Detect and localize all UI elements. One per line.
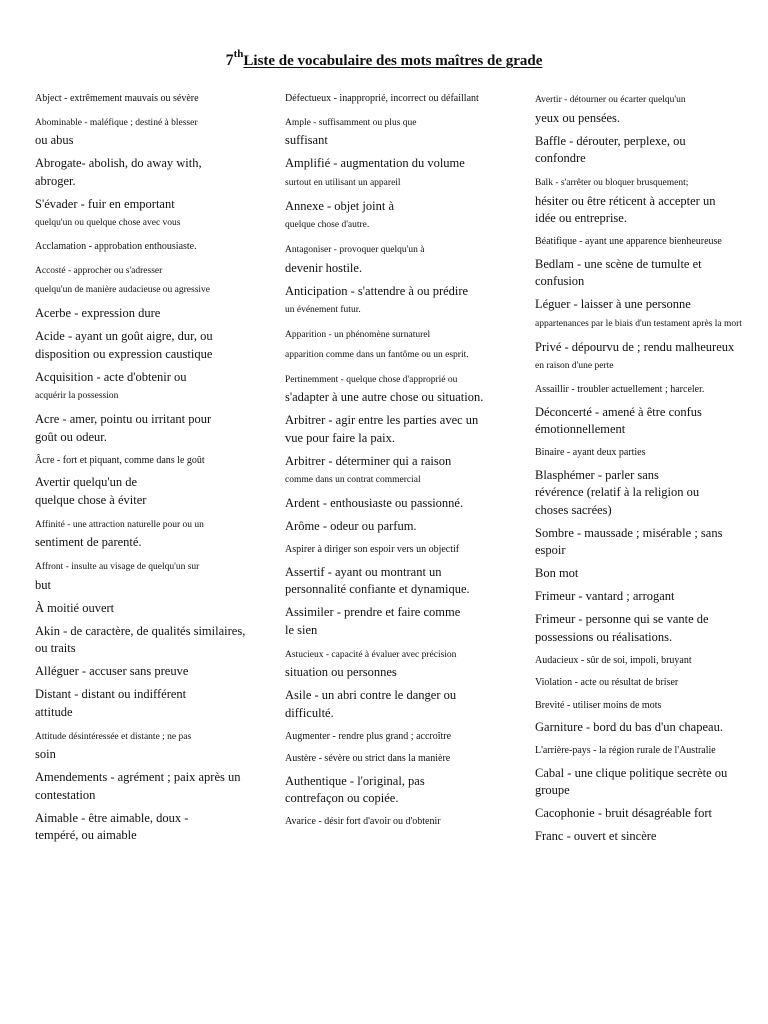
vocab-entry — [285, 283, 515, 320]
vocab-entry-line: Annexe - objet joint à — [285, 198, 394, 213]
vocab-entry-line: Arôme - odeur ou parfum. — [285, 519, 417, 533]
vocab-entry-line: le sien — [285, 622, 318, 637]
vocab-entry-line: Assertif - ayant ou montrant un — [285, 564, 442, 579]
vocab-entry-line: Augmenter - rendre plus grand ; accroître — [285, 730, 452, 742]
vocab-entry-line: Violation - acte ou résultat de briser — [535, 677, 679, 688]
vocab-entry — [35, 238, 270, 255]
vocab-entry — [35, 411, 270, 446]
vocab-column-3 — [535, 90, 765, 851]
vocab-entry — [35, 557, 270, 594]
vocab-entry-line: choses sacrées) — [535, 502, 612, 517]
vocab-entry-line: Amplifié - augmentation du volume — [285, 156, 465, 170]
vocab-entry-line: idée ou entreprise. — [535, 211, 627, 225]
vocab-entry-line: but — [35, 577, 51, 592]
vocab-entry-line: quelqu'un ou quelque chose avec vous — [35, 218, 181, 228]
vocab-entry-line: Cabal - une clique politique secrète ou — [535, 765, 728, 780]
vocab-entry-line: s'adapter à une autre chose ou situation. — [285, 390, 484, 404]
vocab-entry — [35, 196, 270, 233]
vocab-entry-line: Acquisition - acte d'obtenir ou — [35, 369, 187, 384]
vocab-entry-line: Ardent - enthousiaste ou passionné. — [285, 496, 464, 510]
vocab-entry — [35, 810, 270, 845]
vocab-entry-line: confondre — [535, 151, 586, 165]
vocab-entry-line: Ample - suffisamment ou plus que — [285, 117, 417, 128]
vocab-entry-line: Amendements - agrément ; paix après un — [35, 770, 241, 784]
vocab-entry-line: vue pour faire la paix. — [285, 430, 396, 445]
vocab-entry — [35, 328, 270, 363]
vocab-entry-line: Aspirer à diriger son espoir vers un objectif — [285, 544, 460, 555]
vocab-entry-line: Antagoniser - provoquer quelqu'un à — [285, 245, 425, 255]
vocab-entry — [285, 240, 515, 277]
vocab-entry — [535, 173, 765, 228]
vocab-entry-line: Alléguer - accuser sans preuve — [35, 664, 189, 678]
title-text: Liste de vocabulaire des mots maîtres de grade — [243, 53, 543, 69]
vocab-entry-line: Sombre - maussade ; misérable ; sans — [535, 525, 723, 540]
vocab-entry-line: Avertir quelqu'un de — [35, 475, 137, 489]
vocab-entry-line: Avertir - détourner ou écarter quelqu'un — [535, 95, 686, 105]
vocab-entry — [285, 495, 515, 513]
vocab-entry-line: Abject - extrêmement mauvais ou sévère — [35, 93, 199, 104]
vocab-entry-line: Défectueux - inapproprié, incorrect ou défaillant — [285, 93, 479, 104]
vocab-entry — [535, 652, 765, 669]
vocab-entry-line: Aimable - être aimable, doux - — [35, 810, 189, 825]
vocab-entry-line: Léguer - laisser à une personne — [535, 297, 691, 311]
vocab-entry — [535, 404, 765, 439]
vocab-entry — [35, 663, 270, 681]
vocab-entry-line: en raison d'une perte — [535, 361, 614, 371]
vocab-entry-line: Affront - insulte au visage de quelqu'un sur — [35, 562, 200, 572]
vocab-entry-line: Cacophonie - bruit désagréable fort — [535, 806, 713, 820]
vocab-entry-line: Authentique - l'original, pas — [285, 773, 425, 788]
vocab-entry-line: Affinité - une attraction naturelle pour ou un — [35, 519, 204, 530]
vocab-entry-line: Assimiler - prendre et faire comme — [285, 605, 461, 619]
vocab-entry-line: Brevité - utiliser moins de mots — [535, 699, 662, 711]
vocab-entry-line: sentiment de parenté. — [35, 535, 142, 549]
vocab-entry — [285, 813, 515, 830]
vocab-entry — [35, 155, 270, 190]
vocab-entry — [35, 515, 270, 552]
vocab-entry-line: Frimeur - personne qui se vante de — [535, 612, 709, 626]
vocab-entry — [535, 588, 765, 606]
vocab-entry — [285, 325, 515, 364]
vocab-entry-line: Attitude désintéressée et distante ; ne pas — [35, 731, 192, 742]
vocab-entry-line: L'arrière-pays - la région rurale de l'Australie — [535, 745, 716, 756]
vocab-entry-line: tempéré, ou aimable — [35, 828, 137, 842]
vocab-entry-line: Avarice - désir fort d'avoir ou d'obtenir — [285, 816, 441, 827]
vocab-entry-line: hésiter ou être réticent à accepter un — [535, 193, 716, 208]
vocab-entry — [285, 750, 515, 767]
vocab-entry — [535, 611, 765, 646]
vocab-entry-line: contestation — [35, 787, 96, 802]
vocab-entry-line: émotionnellement — [535, 422, 626, 436]
vocab-entry — [535, 133, 765, 168]
vocab-entry-line: possessions ou réalisations. — [535, 629, 673, 644]
vocab-entry — [35, 90, 270, 107]
vocab-entry-line: Audacieux - sûr de soi, impoli, bruyant — [535, 654, 692, 666]
vocab-entry — [535, 444, 765, 461]
vocab-entry-line: suffisant — [285, 133, 328, 147]
vocab-entry — [535, 674, 765, 691]
vocab-entry — [35, 113, 270, 150]
vocab-entry-line: Astucieux - capacité à évaluer avec précision — [285, 649, 457, 660]
vocab-entry-line: groupe — [535, 783, 570, 797]
vocab-entry — [535, 805, 765, 823]
vocab-entry — [535, 697, 765, 714]
vocab-entry-line: Assaillir - troubler actuellement ; harceler. — [535, 384, 705, 395]
vocab-entry-line: Acerbe - expression dure — [35, 306, 161, 320]
vocab-entry — [285, 113, 515, 150]
vocab-entry-line: Bon mot — [535, 566, 579, 580]
vocab-entry-line: Asile - un abri contre le danger ou — [285, 688, 457, 702]
vocab-entry-line: Balk - s'arrêter ou bloquer brusquement; — [535, 178, 689, 188]
vocab-entry-line: Baffle - dérouter, perplexe, ou — [535, 133, 686, 148]
vocab-entry — [285, 773, 515, 808]
vocab-entry-line: Apparition - un phénomène surnaturel — [285, 330, 431, 340]
vocab-entry-line: situation ou personnes — [285, 665, 397, 679]
vocab-entry — [535, 90, 765, 127]
vocab-entry-line: abroger. — [35, 173, 76, 188]
vocab-entry — [535, 525, 765, 560]
vocab-entry-line: personnalité confiante et dynamique. — [285, 582, 470, 596]
vocab-entry — [535, 467, 765, 520]
vocab-entry-line: ou abus — [35, 133, 74, 147]
vocab-entry-line: comme dans un contrat commercial — [285, 475, 421, 485]
vocab-entry — [35, 369, 270, 406]
vocab-entry-line: attitude — [35, 704, 73, 719]
vocab-entry-line: Béatifique - ayant une apparence bienheureuse — [535, 236, 722, 247]
vocab-entry — [535, 742, 765, 759]
vocab-entry-line: ou traits — [35, 641, 76, 655]
vocab-column-2 — [285, 90, 515, 836]
vocab-entry — [535, 233, 765, 250]
vocab-entry — [535, 381, 765, 398]
vocab-entry — [285, 155, 515, 192]
vocab-entry-line: surtout en utilisant un appareil — [285, 177, 401, 188]
vocab-entry-line: Arbitrer - déterminer qui a raison — [285, 453, 452, 468]
vocab-entry — [285, 518, 515, 536]
vocab-entry-line: quelqu'un de manière audacieuse ou agressive — [35, 285, 211, 295]
vocab-entry-line: apparition comme dans un fantôme ou un esprit. — [285, 349, 469, 360]
vocab-entry-line: Garniture - bord du bas d'un chapeau. — [535, 720, 723, 734]
vocab-entry — [535, 565, 765, 583]
vocab-entry-line: appartenances par le biais d'un testament après la mort — [535, 318, 742, 329]
vocab-entry-line: soin — [35, 747, 56, 761]
vocab-entry — [285, 645, 515, 682]
vocab-entry-line: difficulté. — [285, 705, 334, 720]
vocab-entry — [535, 828, 765, 846]
vocab-entry-line: Déconcerté - amené à être confus — [535, 404, 702, 419]
vocab-entry — [285, 370, 515, 407]
vocab-entry-line: Abominable - maléfique ; destiné à blesser — [35, 117, 198, 128]
grade-suffix: th — [233, 48, 244, 60]
grade-number: 7 — [225, 52, 234, 69]
vocab-entry-line: Arbitrer - agir entre les parties avec un — [285, 413, 479, 427]
vocab-entry — [285, 412, 515, 447]
vocab-entry-line: Acide - ayant un goût aigre, dur, ou — [35, 329, 213, 343]
vocab-entry-line: un événement futur. — [285, 305, 361, 315]
vocab-entry-line: devenir hostile. — [285, 260, 363, 275]
vocab-entry — [35, 261, 270, 300]
vocab-entry — [35, 305, 270, 323]
vocab-entry — [285, 453, 515, 490]
vocab-entry — [535, 256, 765, 291]
vocab-entry-line: Distant - distant ou indifférent — [35, 687, 187, 701]
vocab-entry — [285, 90, 515, 107]
vocab-entry-line: Pertinemment - quelque chose d'approprié ou — [285, 374, 458, 385]
vocab-entry — [35, 769, 270, 804]
vocab-entry-line: Austère - sévère ou strict dans la manière — [285, 753, 451, 764]
vocab-entry — [35, 686, 270, 721]
vocab-entry — [285, 687, 515, 722]
vocab-entry-line: Bedlam - une scène de tumulte et — [535, 256, 702, 271]
vocab-entry — [35, 600, 270, 618]
vocab-entry — [285, 564, 515, 599]
vocab-entry — [35, 727, 270, 764]
vocab-entry-line: S'évader - fuir en emportant — [35, 196, 175, 211]
vocab-entry-line: Âcre - fort et piquant, comme dans le goût — [35, 454, 205, 466]
vocab-entry-line: confusion — [535, 274, 585, 288]
vocab-entry-line: contrefaçon ou copiée. — [285, 791, 399, 805]
vocab-entry-line: Privé - dépourvu de ; rendu malheureux — [535, 339, 735, 354]
vocab-entry — [285, 541, 515, 558]
vocab-entry-line: disposition ou expression caustique — [35, 346, 213, 361]
vocab-entry — [535, 719, 765, 737]
vocab-entry-line: Franc - ouvert et sincère — [535, 829, 657, 843]
vocab-entry-line: Binaire - ayant deux parties — [535, 447, 646, 458]
vocab-entry-line: Anticipation - s'attendre à ou prédire — [285, 283, 469, 298]
vocab-entry-line: Akin - de caractère, de qualités similaires, — [35, 623, 246, 638]
vocab-entry — [535, 296, 765, 333]
page-title — [0, 48, 768, 70]
vocab-entry-line: Frimeur - vantard ; arrogant — [535, 589, 675, 603]
vocab-entry-line: quelque chose d'autre. — [285, 220, 370, 230]
vocab-entry-line: Abrogate- abolish, do away with, — [35, 156, 202, 170]
vocab-entry-line: quelque chose à éviter — [35, 492, 147, 507]
vocab-entry — [285, 604, 515, 639]
vocab-entry — [35, 474, 270, 509]
vocab-entry-line: espoir — [535, 543, 566, 557]
vocab-entry-line: goût ou odeur. — [35, 429, 107, 444]
vocab-entry-line: acquérir la possession — [35, 391, 119, 401]
vocab-entry-line: Acclamation - approbation enthousiaste. — [35, 241, 197, 252]
vocab-entry-line: Blasphémer - parler sans — [535, 467, 659, 482]
vocab-entry — [35, 623, 270, 658]
vocab-entry-line: révérence (relatif à la religion ou — [535, 485, 700, 499]
vocab-entry-line: Acre - amer, pointu ou irritant pour — [35, 412, 212, 426]
vocab-column-1 — [35, 90, 270, 850]
vocab-entry — [535, 765, 765, 800]
vocab-entry — [535, 339, 765, 376]
vocab-entry — [285, 198, 515, 235]
vocab-entry-line: yeux ou pensées. — [535, 110, 621, 125]
vocab-entry-line: À moitié ouvert — [35, 600, 115, 615]
vocab-entry — [285, 728, 515, 745]
vocab-entry-line: Accosté - approcher ou s'adresser — [35, 265, 163, 276]
vocab-entry — [35, 452, 270, 469]
